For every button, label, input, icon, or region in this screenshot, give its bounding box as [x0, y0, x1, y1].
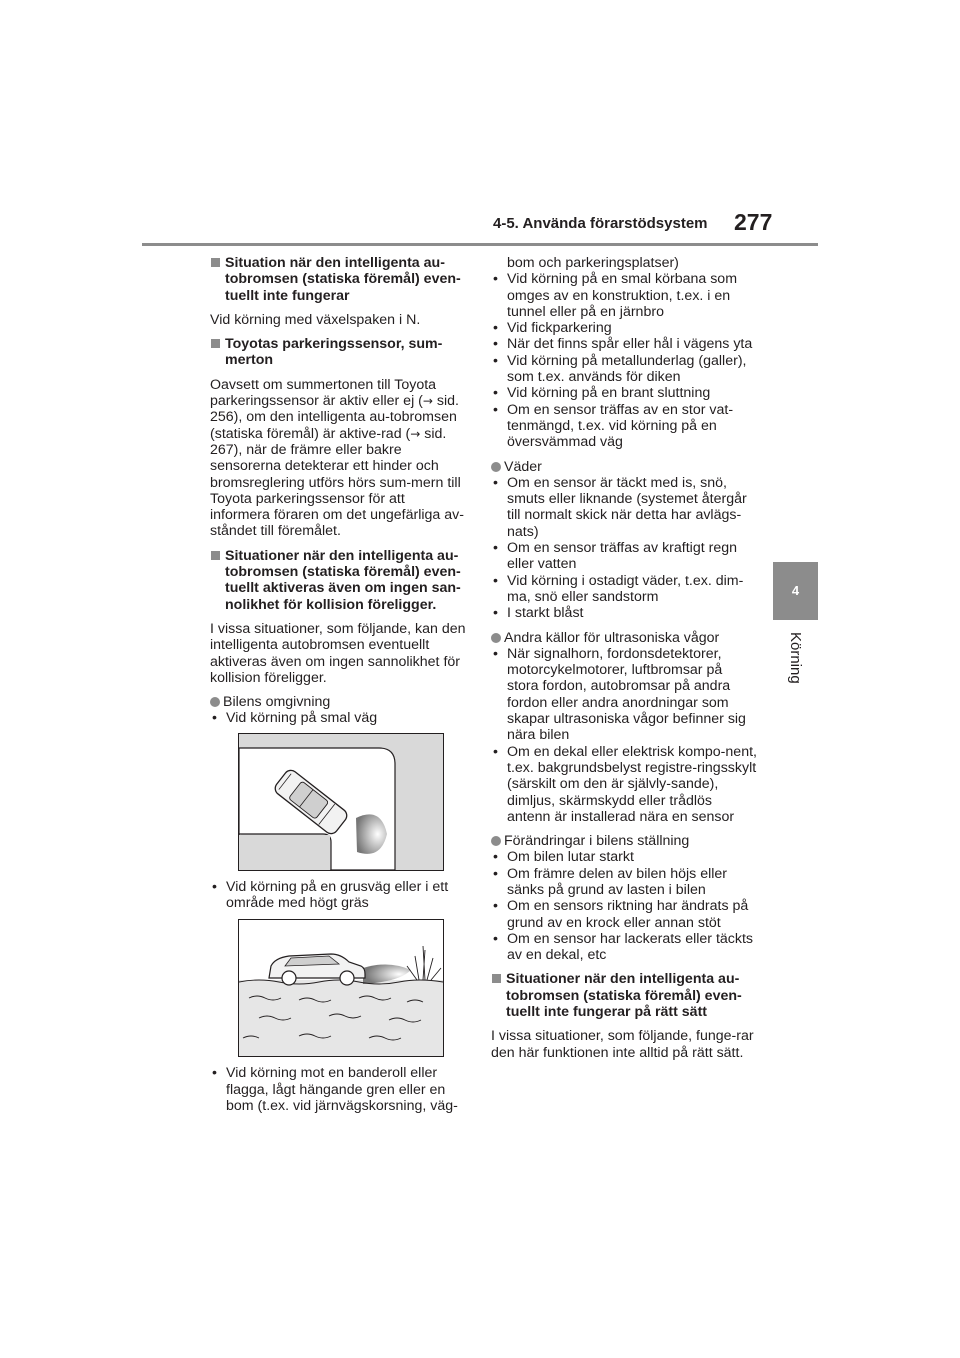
page-number: 277 — [734, 209, 773, 235]
list-item: • Om bilen lutar starkt — [491, 849, 757, 865]
chapter-label: Körning — [787, 632, 804, 684]
list-item: • I starkt blåst — [491, 605, 757, 621]
gravel-grass-illustration — [238, 919, 444, 1057]
heading-situation-not-working: Situation när den intelligenta au-tobromsen (statiska föremål) even-tuellt inte fungerar — [210, 255, 468, 304]
arrow-icon: → — [410, 426, 421, 441]
list-item: • Vid körning på smal väg — [210, 710, 468, 726]
paragraph-buzzer: Oavsett om summertonen till Toyota parkeringssensor är aktiv eller ej (→ sid. 256), om den intelligenta au-tobromsen (statiska föremål) är aktive-rad (→ sid. 267), när de främre eller bakre sensorerna detekterar ett hinder och bromsreglering utförs hörs sum-mern till Toyota parkeringssensor för att informera föraren om det ungefärliga av-ståndet till föremålet. — [210, 376, 464, 540]
bullet-list — [491, 271, 757, 450]
paragraph-neutral: Vid körning med växelspaken i N. — [210, 311, 421, 328]
chapter-tab: 4 — [773, 562, 818, 620]
heading-false-activation: Situationer när den intelligenta au-tobromsen (statiska föremål) even-tuellt aktiveras även om ingen san-nolikhet för kollision föreligger. — [210, 548, 468, 613]
circle-bullet-icon — [491, 836, 501, 846]
list-item: • Vid körning på metallunderlag (galler), som t.ex. används för diken — [491, 353, 757, 386]
right-column — [491, 255, 757, 1069]
list-item: • Vid körning mot en banderoll eller flagga, lågt hängande gren eller en bom (t.ex. vid järnvägskorsning, väg- — [210, 1065, 468, 1114]
circle-bullet-icon — [491, 633, 501, 643]
category-ultrasonic-sources: Andra källor för ultrasoniska vågor — [491, 630, 757, 646]
paragraph-false-activation: I vissa situationer, som följande, kan den intelligenta autobromsen eventuellt aktiveras även om ingen sannolikhet för kollision föreligger. — [210, 620, 466, 686]
arrow-icon: → — [422, 394, 433, 409]
bullet-list — [210, 879, 468, 912]
list-item: • Om en sensor träffas av kraftigt regn eller vatten — [491, 540, 757, 573]
narrow-road-illustration — [238, 733, 444, 871]
bullet-list — [491, 646, 757, 825]
circle-bullet-icon — [210, 697, 220, 707]
heading-parking-sensor-buzzer: Toyotas parkeringssensor, sum-merton — [210, 336, 468, 369]
heading-not-working-properly: Situationer när den intelligenta au-tobromsen (statiska föremål) even-tuellt inte fungerar på rätt sätt — [491, 971, 757, 1020]
category-vehicle-posture: Förändringar i bilens ställning — [491, 833, 757, 849]
bullet-list — [210, 1065, 468, 1114]
circle-bullet-icon — [491, 462, 501, 472]
square-bullet-icon — [211, 551, 220, 560]
list-item: • Vid körning på en brant sluttning — [491, 385, 757, 401]
continued-text: bom och parkeringsplatser) — [507, 255, 679, 271]
bullet-list — [210, 710, 468, 726]
list-item: • När signalhorn, fordonsdetektorer, motorcykelmotorer, luftbromsar på stora fordon, autobromsar på andra fordon eller andra anordningar som skapar ultrasoniska vågor befinner sig nära bilen — [491, 646, 757, 744]
square-bullet-icon — [492, 974, 501, 983]
header-rule — [142, 243, 818, 246]
list-item: • Vid körning på en grusväg eller i ett område med högt gräs — [210, 879, 468, 912]
left-column — [210, 255, 468, 1122]
list-item: • Om en sensor är täckt med is, snö, smuts eller liknande (systemet återgår till normalt skick när detta har avlägs-nats) — [491, 475, 757, 540]
bullet-list — [491, 849, 757, 963]
list-item: • Om en sensors riktning har ändrats på grund av en krock eller annan stöt — [491, 898, 757, 931]
list-item: • Om en dekal eller elektrisk kompo-nent, t.ex. bakgrundsbelyst registre-ringsskylt (särskilt om den är självly-sande), dimljus, skärmskydd eller trådlös antenn är installerad nära en sensor — [491, 744, 757, 825]
square-bullet-icon — [211, 258, 220, 267]
list-item: • Om främre delen av bilen höjs eller sänks på grund av lasten i bilen — [491, 866, 757, 899]
list-item: • Om en sensor träffas av en stor vat-tenmängd, t.ex. vid körning på en översvämmad väg — [491, 402, 757, 451]
list-item: • Vid körning i ostadigt väder, t.ex. dim-ma, snö eller sandstorm — [491, 573, 757, 606]
category-weather: Väder — [491, 459, 757, 475]
list-item: • Vid körning på en smal körbana som omges av en konstruktion, t.ex. i en tunnel eller på en järnbro — [491, 271, 757, 320]
category-surroundings: Bilens omgivning — [210, 694, 468, 710]
section-title: 4-5. Använda förarstödsystem — [493, 215, 708, 232]
paragraph-not-working-properly: I vissa situationer, som följande, funge-rar den här funktionen inte alltid på rätt sätt. — [491, 1028, 754, 1061]
list-item: • När det finns spår eller hål i vägens yta — [491, 336, 757, 352]
list-item: • Vid fickparkering — [491, 320, 757, 336]
list-item: • Om en sensor har lackerats eller täckts av en dekal, etc — [491, 931, 757, 964]
bullet-list — [491, 475, 757, 622]
square-bullet-icon — [211, 339, 220, 348]
